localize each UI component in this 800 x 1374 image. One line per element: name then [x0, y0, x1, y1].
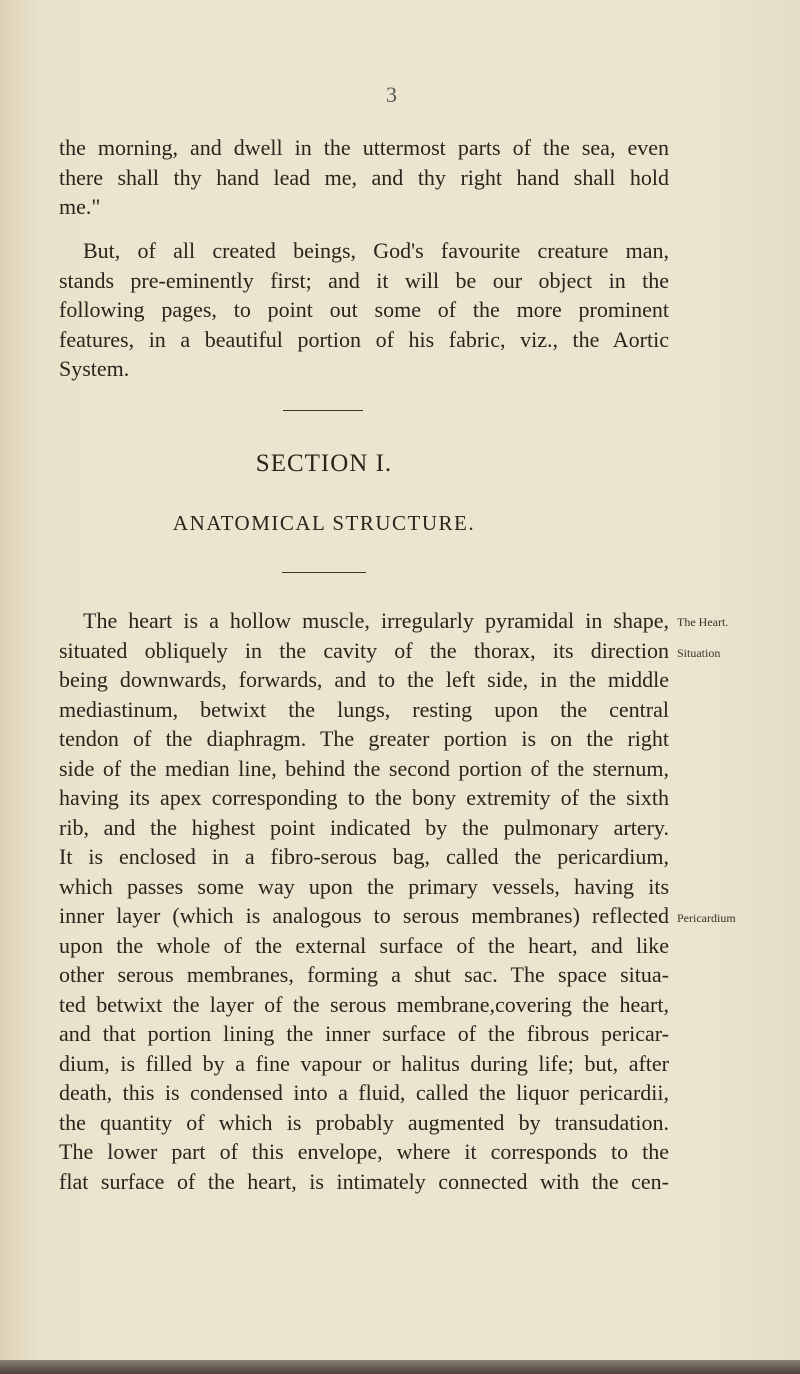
divider-rule — [282, 572, 366, 573]
text-line: death, this is condensed into a fluid, called the liquor pericardii, — [59, 1080, 669, 1105]
text-line: It is enclosed in a fibro-serous bag, called the pericardium, — [59, 844, 669, 869]
page-bottom-edge — [0, 1360, 800, 1374]
text-line: upon the whole of the external surface of the heart, and like — [59, 932, 669, 958]
divider-rule — [283, 410, 363, 411]
text-line: having its apex corresponding to the bony extremity of the sixth — [59, 785, 669, 810]
text-line: which passes some way upon the primary vessels, having its — [59, 873, 669, 899]
margin-note-pericardium: Pericardium — [677, 911, 736, 925]
section-subtitle: ANATOMICAL STRUCTURE. — [172, 511, 476, 535]
text-line: the morning, and dwell in the uttermost parts of the sea, even — [59, 135, 669, 160]
text-line: stands pre-eminently first; and it will be our object in the — [59, 267, 669, 293]
text-line: mediastinum, betwixt the lungs, resting upon the central — [59, 696, 669, 722]
text-line: there shall thy hand lead me, and thy right hand shall hold — [59, 164, 669, 190]
text-line: System. — [59, 356, 130, 381]
text-line: and that portion lining the inner surface of the fibrous pericar- — [59, 1021, 669, 1046]
text-line: side of the median line, behind the second portion of the sternum, — [59, 755, 669, 781]
text-line: dium, is filled by a fine vapour or halitus during life; but, after — [59, 1050, 669, 1076]
text-line: tendon of the diaphragm. The greater portion is on the right — [59, 726, 669, 751]
text-line: inner layer (which is analogous to serous membranes) reflected — [59, 903, 669, 928]
text-line: other serous membranes, forming a shut sac. The space situa- — [59, 962, 669, 987]
text-line: rib, and the highest point indicated by the pulmonary artery. — [59, 814, 669, 840]
text-line: me." — [59, 194, 101, 219]
text-line: being downwards, forwards, and to the left side, in the middle — [59, 667, 669, 692]
paragraph-3 — [59, 606, 669, 1196]
text-line: features, in a beautiful portion of his fabric, viz., the Aortic — [59, 326, 669, 352]
top-paragraph — [59, 133, 669, 222]
margin-note-heart: The Heart. — [677, 615, 729, 629]
text-line: The lower part of this envelope, where it corresponds to the — [59, 1139, 669, 1164]
text-line: But, of all created beings, God's favourite creature man, — [83, 238, 669, 263]
text-line: the quantity of which is probably augmented by transudation. — [59, 1109, 669, 1135]
text-line: flat surface of the heart, is intimately connected with the cen- — [59, 1168, 669, 1194]
text-line: situated obliquely in the cavity of the thorax, its direction — [59, 637, 669, 663]
text-line: The heart is a hollow muscle, irregularly pyramidal in shape, — [83, 608, 669, 633]
section-title: SECTION I. — [255, 450, 393, 477]
page-number: 3 — [386, 82, 397, 107]
margin-note-situation: Situation — [677, 646, 721, 660]
text-line: following pages, to point out some of the more prominent — [59, 297, 669, 322]
paragraph-2 — [59, 236, 669, 384]
text-line: ted betwixt the layer of the serous membrane,covering the heart, — [59, 991, 669, 1017]
